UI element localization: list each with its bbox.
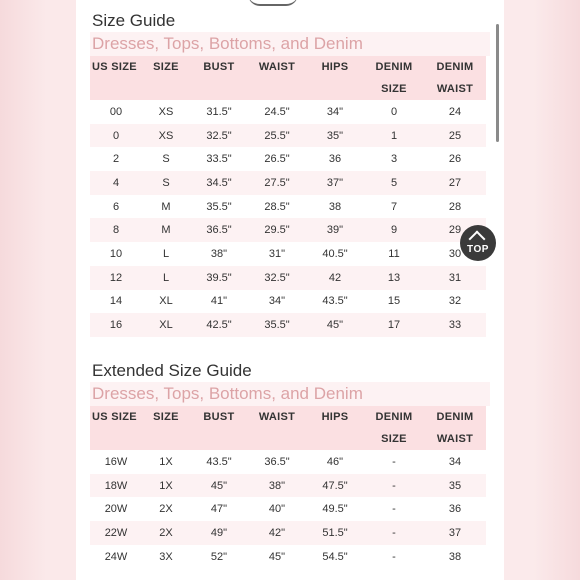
table-cell: 42"	[248, 521, 306, 545]
table-cell: 4	[90, 171, 142, 195]
header-size: SIZE	[142, 56, 190, 78]
table-cell: 42.5"	[190, 313, 248, 337]
table-cell: 34.5"	[190, 171, 248, 195]
back-to-top-label: TOP	[467, 244, 489, 255]
header-size: SIZE	[142, 406, 190, 428]
table-header-row-2	[90, 428, 486, 450]
extended-size-guide-subtitle: Dresses, Tops, Bottoms, and Denim	[90, 382, 490, 406]
table-row	[90, 497, 486, 521]
header-us-size: US SIZE	[90, 406, 142, 428]
table-cell: 49.5"	[306, 497, 364, 521]
table-cell: 15	[364, 290, 424, 314]
table-cell: 28	[424, 195, 486, 219]
table-cell: 45"	[306, 313, 364, 337]
table-cell: 36	[424, 497, 486, 521]
table-cell: 24	[424, 100, 486, 124]
table-row	[90, 147, 486, 171]
table-cell: 00	[90, 100, 142, 124]
table-cell: 35.5"	[190, 195, 248, 219]
table-row	[90, 266, 486, 290]
table-cell: 1	[364, 124, 424, 148]
table-cell: 1X	[142, 450, 190, 474]
logo-fragment	[248, 0, 298, 6]
header-line2-2	[142, 78, 190, 100]
table-cell: M	[142, 218, 190, 242]
table-cell: 38"	[248, 474, 306, 498]
size-table-body	[90, 100, 486, 337]
table-cell: 45"	[190, 474, 248, 498]
header-line2-1	[90, 428, 142, 450]
table-cell: 0	[364, 100, 424, 124]
table-cell: 32.5"	[248, 266, 306, 290]
table-cell: 10	[90, 242, 142, 266]
table-cell: 25	[424, 124, 486, 148]
table-cell: 33	[424, 313, 486, 337]
table-cell: 42	[306, 266, 364, 290]
header-line2-5	[306, 78, 364, 100]
table-header-row-2	[90, 78, 486, 100]
extended-size-guide-section	[90, 360, 490, 568]
table-cell: -	[364, 474, 424, 498]
table-cell: XS	[142, 100, 190, 124]
header-denim: DENIM	[364, 406, 424, 428]
table-cell: 36.5"	[248, 450, 306, 474]
table-cell: 54.5"	[306, 545, 364, 569]
table-cell: 1X	[142, 474, 190, 498]
size-guide-subtitle: Dresses, Tops, Bottoms, and Denim	[90, 32, 490, 56]
table-cell: S	[142, 147, 190, 171]
table-cell: 0	[90, 124, 142, 148]
table-cell: 13	[364, 266, 424, 290]
table-cell: 40.5"	[306, 242, 364, 266]
table-cell: 34"	[248, 290, 306, 314]
table-cell: 38	[424, 545, 486, 569]
header-line2-4	[248, 428, 306, 450]
table-cell: -	[364, 450, 424, 474]
table-row	[90, 450, 486, 474]
table-cell: 47"	[190, 497, 248, 521]
table-row	[90, 521, 486, 545]
header-denim-size: SIZE	[364, 428, 424, 450]
table-cell: M	[142, 195, 190, 219]
table-header-row	[90, 406, 486, 428]
header-waist: WAIST	[248, 56, 306, 78]
header-line2-3	[190, 78, 248, 100]
table-cell: 3X	[142, 545, 190, 569]
table-cell: -	[364, 497, 424, 521]
scrollbar-thumb[interactable]	[496, 24, 499, 142]
table-cell: -	[364, 545, 424, 569]
size-guide-title: Size Guide	[90, 10, 490, 32]
table-cell: 3	[364, 147, 424, 171]
header-line2-1	[90, 78, 142, 100]
table-cell: 7	[364, 195, 424, 219]
table-cell: 5	[364, 171, 424, 195]
size-guide-page	[76, 0, 504, 580]
table-cell: 32.5"	[190, 124, 248, 148]
table-cell: 14	[90, 290, 142, 314]
table-row	[90, 100, 486, 124]
extended-size-guide-title: Extended Size Guide	[90, 360, 490, 382]
table-cell: 49"	[190, 521, 248, 545]
table-cell: 37"	[306, 171, 364, 195]
table-cell: 35	[424, 474, 486, 498]
header-denim-2: DENIM	[424, 406, 486, 428]
table-cell: 45"	[248, 545, 306, 569]
table-cell: L	[142, 266, 190, 290]
table-cell: 31"	[248, 242, 306, 266]
table-row	[90, 171, 486, 195]
table-cell: 41"	[190, 290, 248, 314]
table-cell: 34	[424, 450, 486, 474]
table-row	[90, 290, 486, 314]
table-row	[90, 545, 486, 569]
table-row	[90, 474, 486, 498]
header-line2-4	[248, 78, 306, 100]
table-cell: 11	[364, 242, 424, 266]
table-cell: 12	[90, 266, 142, 290]
table-cell: 36	[306, 147, 364, 171]
table-cell: 2	[90, 147, 142, 171]
table-cell: 22W	[90, 521, 142, 545]
table-cell: 38"	[190, 242, 248, 266]
table-cell: 24W	[90, 545, 142, 569]
table-cell: XL	[142, 290, 190, 314]
table-row	[90, 313, 486, 337]
table-cell: 52"	[190, 545, 248, 569]
header-hips: HIPS	[306, 406, 364, 428]
header-line2-2	[142, 428, 190, 450]
table-cell: 18W	[90, 474, 142, 498]
header-us-size: US SIZE	[90, 56, 142, 78]
table-row	[90, 195, 486, 219]
header-hips: HIPS	[306, 56, 364, 78]
table-cell: 47.5"	[306, 474, 364, 498]
table-cell: 33.5"	[190, 147, 248, 171]
table-cell: 27.5"	[248, 171, 306, 195]
header-waist: WAIST	[248, 406, 306, 428]
table-cell: 8	[90, 218, 142, 242]
table-cell: 2X	[142, 521, 190, 545]
extended-size-table	[90, 406, 486, 568]
table-cell: 38	[306, 195, 364, 219]
table-cell: 20W	[90, 497, 142, 521]
table-cell: L	[142, 242, 190, 266]
table-cell: -	[364, 521, 424, 545]
table-cell: 26.5"	[248, 147, 306, 171]
table-cell: 37	[424, 521, 486, 545]
table-cell: 16W	[90, 450, 142, 474]
table-row	[90, 242, 486, 266]
header-denim-2: DENIM	[424, 56, 486, 78]
table-cell: 30	[424, 242, 486, 266]
header-denim: DENIM	[364, 56, 424, 78]
table-cell: 43.5"	[190, 450, 248, 474]
table-cell: 39"	[306, 218, 364, 242]
table-cell: 31	[424, 266, 486, 290]
table-cell: 39.5"	[190, 266, 248, 290]
table-header-row	[90, 56, 486, 78]
table-cell: 6	[90, 195, 142, 219]
extended-size-table-body	[90, 450, 486, 568]
table-cell: 28.5"	[248, 195, 306, 219]
table-cell: 24.5"	[248, 100, 306, 124]
table-row	[90, 218, 486, 242]
table-cell: 27	[424, 171, 486, 195]
table-cell: 31.5"	[190, 100, 248, 124]
header-denim-waist: WAIST	[424, 428, 486, 450]
table-cell: 26	[424, 147, 486, 171]
table-cell: 51.5"	[306, 521, 364, 545]
header-line2-3	[190, 428, 248, 450]
table-cell: 17	[364, 313, 424, 337]
table-cell: XL	[142, 313, 190, 337]
table-cell: 36.5"	[190, 218, 248, 242]
header-bust: BUST	[190, 406, 248, 428]
header-denim-size: SIZE	[364, 78, 424, 100]
table-cell: 2X	[142, 497, 190, 521]
back-to-top-button[interactable]	[460, 225, 496, 261]
table-cell: 32	[424, 290, 486, 314]
table-cell: 35.5"	[248, 313, 306, 337]
table-cell: 16	[90, 313, 142, 337]
table-cell: 29.5"	[248, 218, 306, 242]
table-cell: 43.5"	[306, 290, 364, 314]
header-line2-5	[306, 428, 364, 450]
table-cell: 34"	[306, 100, 364, 124]
size-guide-section	[90, 10, 490, 337]
table-cell: 9	[364, 218, 424, 242]
table-cell: 29	[424, 218, 486, 242]
table-row	[90, 124, 486, 148]
table-cell: XS	[142, 124, 190, 148]
header-denim-waist: WAIST	[424, 78, 486, 100]
table-cell: 40"	[248, 497, 306, 521]
table-cell: 46"	[306, 450, 364, 474]
table-cell: 35"	[306, 124, 364, 148]
table-cell: 25.5"	[248, 124, 306, 148]
header-bust: BUST	[190, 56, 248, 78]
size-table	[90, 56, 486, 337]
table-cell: S	[142, 171, 190, 195]
